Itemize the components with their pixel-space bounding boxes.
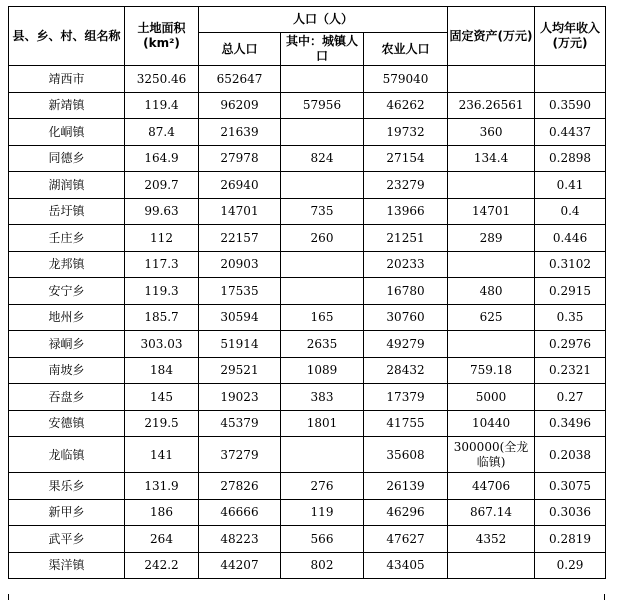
cell-income: 0.2915 [535, 278, 606, 305]
cell-urban [281, 251, 364, 278]
cell-total: 30594 [199, 304, 281, 331]
statistics-table [8, 6, 606, 579]
cell-urban: 276 [281, 473, 364, 500]
cell-assets: 759.18 [448, 357, 535, 384]
cell-area: 186 [125, 499, 199, 526]
cell-assets [448, 172, 535, 199]
cell-total: 27826 [199, 473, 281, 500]
cell-total: 45379 [199, 410, 281, 437]
cell-name: 龙邦镇 [9, 251, 125, 278]
cell-assets: 300000(全龙临镇) [448, 437, 535, 473]
header-region: 县、乡、村、组名称 [9, 7, 125, 66]
cell-area: 117.3 [125, 251, 199, 278]
cell-total: 44207 [199, 552, 281, 579]
header-urban-pop: 其中：城镇人口 [281, 33, 364, 66]
table-row [9, 384, 606, 411]
cell-name: 安宁乡 [9, 278, 125, 305]
table-row [9, 473, 606, 500]
cell-agri: 26139 [364, 473, 448, 500]
cell-name: 龙临镇 [9, 437, 125, 473]
cell-agri: 28432 [364, 357, 448, 384]
cell-agri: 20233 [364, 251, 448, 278]
cell-total: 46666 [199, 499, 281, 526]
table-row [9, 251, 606, 278]
cell-area: 141 [125, 437, 199, 473]
cell-area: 184 [125, 357, 199, 384]
cell-urban: 824 [281, 145, 364, 172]
cell-income: 0.3590 [535, 92, 606, 119]
table-row [9, 198, 606, 225]
cell-agri: 43405 [364, 552, 448, 579]
cell-area: 119.3 [125, 278, 199, 305]
cell-agri: 19732 [364, 119, 448, 146]
cell-urban: 735 [281, 198, 364, 225]
cell-urban [281, 278, 364, 305]
table-row [9, 172, 606, 199]
cell-area: 3250.46 [125, 66, 199, 93]
cell-total: 27978 [199, 145, 281, 172]
table-row [9, 526, 606, 553]
cell-income: 0.4 [535, 198, 606, 225]
cell-income: 0.2898 [535, 145, 606, 172]
cell-agri: 16780 [364, 278, 448, 305]
header-fixed-assets: 固定资产(万元) [448, 7, 535, 66]
cell-agri: 579040 [364, 66, 448, 93]
cell-assets [448, 251, 535, 278]
cell-name: 武平乡 [9, 526, 125, 553]
cell-agri: 46296 [364, 499, 448, 526]
cell-total: 20903 [199, 251, 281, 278]
table-row [9, 225, 606, 252]
cell-name: 岳圩镇 [9, 198, 125, 225]
cell-total: 48223 [199, 526, 281, 553]
cell-total: 652647 [199, 66, 281, 93]
table-row [9, 145, 606, 172]
cell-total: 14701 [199, 198, 281, 225]
cell-area: 99.63 [125, 198, 199, 225]
cell-income: 0.2321 [535, 357, 606, 384]
cell-income: 0.3102 [535, 251, 606, 278]
cell-area: 112 [125, 225, 199, 252]
cell-urban [281, 119, 364, 146]
cell-assets: 480 [448, 278, 535, 305]
header-total-pop: 总人口 [199, 33, 281, 66]
cell-area: 164.9 [125, 145, 199, 172]
cell-name: 靖西市 [9, 66, 125, 93]
cell-assets: 44706 [448, 473, 535, 500]
cell-income: 0.4437 [535, 119, 606, 146]
cell-name: 同德乡 [9, 145, 125, 172]
cell-total: 21639 [199, 119, 281, 146]
cell-agri: 35608 [364, 437, 448, 473]
cell-urban: 165 [281, 304, 364, 331]
cell-area: 185.7 [125, 304, 199, 331]
cell-urban: 2635 [281, 331, 364, 358]
cell-income: 0.27 [535, 384, 606, 411]
cell-assets: 360 [448, 119, 535, 146]
cell-total: 29521 [199, 357, 281, 384]
cell-income: 0.35 [535, 304, 606, 331]
table-row [9, 437, 606, 473]
table-row [9, 66, 606, 93]
header-agri-pop: 农业人口 [364, 33, 448, 66]
table-continuation-edge [8, 594, 605, 600]
cell-income: 0.2038 [535, 437, 606, 473]
cell-agri: 41755 [364, 410, 448, 437]
cell-urban: 383 [281, 384, 364, 411]
cell-assets: 4352 [448, 526, 535, 553]
table-row [9, 499, 606, 526]
cell-total: 96209 [199, 92, 281, 119]
cell-name: 安德镇 [9, 410, 125, 437]
cell-assets: 10440 [448, 410, 535, 437]
cell-area: 131.9 [125, 473, 199, 500]
cell-income: 0.3036 [535, 499, 606, 526]
cell-agri: 13966 [364, 198, 448, 225]
cell-name: 地州乡 [9, 304, 125, 331]
cell-area: 87.4 [125, 119, 199, 146]
cell-total: 37279 [199, 437, 281, 473]
cell-income: 0.2819 [535, 526, 606, 553]
cell-assets [448, 331, 535, 358]
cell-area: 264 [125, 526, 199, 553]
cell-agri: 49279 [364, 331, 448, 358]
cell-assets [448, 66, 535, 93]
cell-name: 新甲乡 [9, 499, 125, 526]
table-row [9, 278, 606, 305]
cell-name: 化峒镇 [9, 119, 125, 146]
cell-agri: 21251 [364, 225, 448, 252]
cell-urban [281, 437, 364, 473]
header-area: 土地面积(km²) [125, 7, 199, 66]
cell-name: 禄峒乡 [9, 331, 125, 358]
cell-agri: 27154 [364, 145, 448, 172]
cell-name: 渠洋镇 [9, 552, 125, 579]
cell-urban: 260 [281, 225, 364, 252]
cell-area: 242.2 [125, 552, 199, 579]
table-row [9, 552, 606, 579]
table-row [9, 331, 606, 358]
cell-total: 19023 [199, 384, 281, 411]
table-row [9, 357, 606, 384]
table-row [9, 304, 606, 331]
cell-assets: 134.4 [448, 145, 535, 172]
cell-name: 吞盘乡 [9, 384, 125, 411]
table-row [9, 410, 606, 437]
cell-income: 0.3075 [535, 473, 606, 500]
cell-agri: 47627 [364, 526, 448, 553]
cell-area: 119.4 [125, 92, 199, 119]
cell-assets: 867.14 [448, 499, 535, 526]
cell-name: 南坡乡 [9, 357, 125, 384]
cell-total: 26940 [199, 172, 281, 199]
cell-income [535, 66, 606, 93]
cell-income: 0.41 [535, 172, 606, 199]
header-income: 人均年收入(万元) [535, 7, 606, 66]
cell-urban: 119 [281, 499, 364, 526]
cell-area: 219.5 [125, 410, 199, 437]
cell-assets: 236.26561 [448, 92, 535, 119]
cell-income: 0.446 [535, 225, 606, 252]
cell-urban: 1801 [281, 410, 364, 437]
cell-urban: 57956 [281, 92, 364, 119]
cell-income: 0.3496 [535, 410, 606, 437]
cell-area: 209.7 [125, 172, 199, 199]
cell-income: 0.29 [535, 552, 606, 579]
cell-total: 22157 [199, 225, 281, 252]
cell-urban: 802 [281, 552, 364, 579]
header-population: 人口（人） [199, 7, 448, 33]
cell-name: 新靖镇 [9, 92, 125, 119]
cell-assets: 289 [448, 225, 535, 252]
cell-name: 壬庄乡 [9, 225, 125, 252]
cell-assets [448, 552, 535, 579]
header-row-1 [9, 7, 606, 33]
cell-area: 303.03 [125, 331, 199, 358]
cell-total: 51914 [199, 331, 281, 358]
cell-agri: 17379 [364, 384, 448, 411]
cell-urban [281, 172, 364, 199]
cell-urban: 1089 [281, 357, 364, 384]
table-row [9, 92, 606, 119]
cell-area: 145 [125, 384, 199, 411]
cell-urban [281, 66, 364, 93]
cell-name: 湖润镇 [9, 172, 125, 199]
cell-agri: 46262 [364, 92, 448, 119]
table-row [9, 119, 606, 146]
cell-assets: 625 [448, 304, 535, 331]
cell-assets: 5000 [448, 384, 535, 411]
cell-name: 果乐乡 [9, 473, 125, 500]
cell-agri: 30760 [364, 304, 448, 331]
cell-income: 0.2976 [535, 331, 606, 358]
cell-total: 17535 [199, 278, 281, 305]
cell-assets: 14701 [448, 198, 535, 225]
cell-agri: 23279 [364, 172, 448, 199]
cell-urban: 566 [281, 526, 364, 553]
